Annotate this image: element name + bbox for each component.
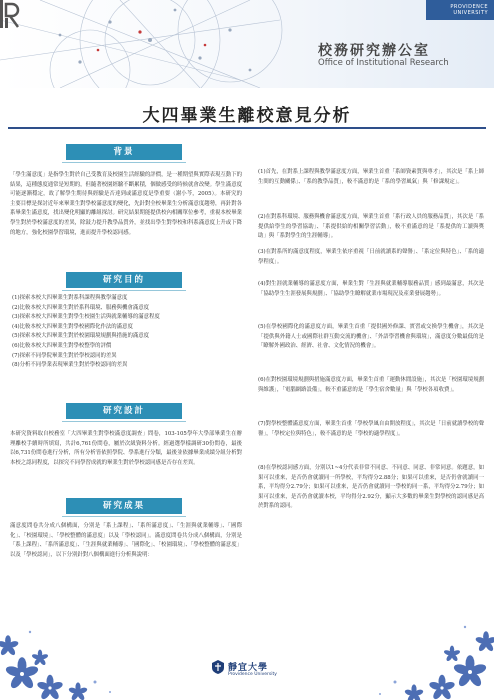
poster-footer bbox=[0, 612, 494, 700]
result-paragraph-5: (5)在學校國際化的滿意度方面，畢業生首重「提供國外修課、實習或交換學生機會」，其次是「提供與外籍人士或國際社群互動交流的機會」、「外語學習機會與環境」，滿意度分數最低的是「瞭解外國政治、經濟、社會、文化情況的機會」。 bbox=[258, 324, 484, 350]
result-paragraph-2: (2)在對系科環境、服務與機會滿意度方面，畢業生首重「系行政人員的服務品質」，其次是「系提供給學生的學習協助」、「系提供給的相關學習活動」，較不重滿意的是「系提供的工讀與獎助」與「系對學生的生涯輔導」。 bbox=[258, 214, 484, 240]
result-paragraph-8: (8)在學校認同感方面，分別以1~4分代表非常不同意、不同意、同意、非常同意。依題意，如果可以重來，是否仍會就讀同一所學校，平均得分2.88分；如果可以重來，是否仍會就讀同一系，平均得分2.79分；如果可以重來，是否仍會就讀同一學校的同一系，平均得分2.79分；如果可以重來，是否仍會就讀本校，平均得分2.92分，顯示大多數的畢業生對學校的認同感是高於對系的認同。 bbox=[258, 465, 484, 510]
oir-logo-icon bbox=[0, 0, 20, 28]
design-text: 本研究資料取自校務室「大四畢業生對學校滿意度調查」問卷，103-105學年大學部畢業生在辦理離校手續時所填寫，共計6,761份問卷，屬於次級資料分析。經過選學樣調研30份問卷，最後以6,731份問卷進行分析，所有分析皆依照學院、學系進行分類，最後並依據畢業成績分組分析對本校之認同程度，以探究不同學習成就的畢業生對於學校認同感是否存在差異。 bbox=[10, 431, 242, 466]
purpose-list bbox=[12, 294, 242, 371]
section-heading-background: 背景 bbox=[66, 144, 182, 160]
list-item: (7)探索不同學院畢業生對於學校認同的差異 bbox=[12, 352, 117, 359]
list-item: (2)比較本校大四畢業生對於系科環境、服務與機會滿意度 bbox=[12, 304, 150, 311]
list-item: (6)比較本校大四畢業生對學校整學的評價 bbox=[12, 342, 112, 349]
background-text: 「學生滿意度」是指學生對於自己受教育及校園生活經驗的評價，是一種期望與實際表現互動下的結果，這種態度通常是短期的，但隨著校園經驗不斷累積，個做感受的時候就會改變。學生滿意度可能逐漸穩定，故了解學生期待與經驗是否達到或滿意度是學重要（謝小芩，2005）。本研究的主要目標是探討近年來畢業生對學校滿意度的變化，先針對全校畢業生分析滿意度趨勢，再針對各系畢業生滿意度，找出變化明顯的離組探討。研究結果期能提供校內相關單位參考，重視本校畢業學生對於學校滿意度的差異，除鼓力提升教學品質外，並找出學生對學校和科系滿意度上升或下降的地方，強化校園學習環境，進而提升學校認同感。 bbox=[10, 172, 242, 236]
brand-line-2: UNIVERSITY bbox=[453, 10, 488, 16]
result-paragraph-6: (6)在對校園環境規劃與措施滿意度方面，畢業生首重「運動休閒設施」，其次是「校園環境規劃與維護」，「電腦網路設備」，較不重滿意的是「學生宿舍數量」與「學校各項收費」。 bbox=[258, 377, 484, 393]
flower-decoration bbox=[0, 612, 494, 700]
list-item: (5)探索本校大四畢業生對於校園環境規劃與措施的滿意度 bbox=[12, 333, 150, 340]
section-heading-design: 研究設計 bbox=[66, 403, 182, 419]
university-name-en: Providence University bbox=[228, 672, 277, 677]
university-name-cn: 靜宜大學 bbox=[228, 663, 269, 673]
office-name-cn: 校務研究辦公室 bbox=[318, 43, 430, 59]
brand-text bbox=[450, 4, 488, 16]
brand-line-1: PROVIDENCE bbox=[450, 4, 488, 10]
title-divider bbox=[8, 127, 486, 129]
section-heading-results: 研究成果 bbox=[66, 498, 182, 514]
list-item: (8)分析不同學業表現畢業生對於學校認同的差異 bbox=[12, 362, 128, 369]
list-item: (1)探索本校大四畢業生對系科課程與教學滿意度 bbox=[12, 295, 128, 301]
section-heading-purpose: 研究目的 bbox=[66, 272, 182, 288]
list-item: (4)比較本校大四畢業生對學校國際化作法的滿意度 bbox=[12, 323, 133, 330]
results-text: 滿意度問卷共分成八個構面，分別是「系上課程」、「系所滿意度」、「生涯與就業輔導」、「國際化」、「校園環境」、「學校整體的滿意度」以及「學校認同」。滿意度問卷共分成八個構面，分別是「系上課程」、「系所滿意度」、「生涯與就業輔導」、「國際化」、「校園環境」、「學校整體的滿意度」以及「學校認同」，以下分別針對八個構面進行分析與說明： bbox=[10, 523, 242, 558]
result-paragraph-4: (4)對生涯就業輔導的滿意度方面，畢業生對「生涯與就業輔導服務品質」感到最滿意，其次是「協助學生生涯發展與規劃」、「協助學生瞭解就業市場現況及產業發展趨勢」。 bbox=[258, 281, 484, 297]
result-paragraph-7: (7)對學校整體滿意度方面，畢業生首重「學校學風自由開放程度」，其次是「日前就讀學校的聲譽」，「學校定位與特色」，較不滿意的是「學校的適學程度」。 bbox=[258, 421, 484, 437]
poster-title: 大四畢業生離校意見分析 bbox=[142, 106, 352, 126]
office-name-en: Office of Institutional Research bbox=[318, 58, 449, 68]
result-paragraph-1: (1)首先，在對系上課程與教學滿意度方面，畢業生首重「系師資素質與專才」，其次是「系上師生間的互動關係」、「系的教學品質」，較不滿意的是「系的學習風氣」與「修課規定」。 bbox=[258, 169, 484, 185]
list-item: (3)探索本校大四畢業生對學生校園生活與就業輔導的滿意程度 bbox=[12, 314, 160, 321]
university-logo-icon bbox=[212, 660, 224, 674]
poster-header bbox=[0, 0, 494, 88]
result-paragraph-3: (3)在對系所的滿意度程度，畢業生依序重視「日前就讀系的聲譽」、「系定位與特色」、「系的適學程度」。 bbox=[258, 249, 484, 265]
